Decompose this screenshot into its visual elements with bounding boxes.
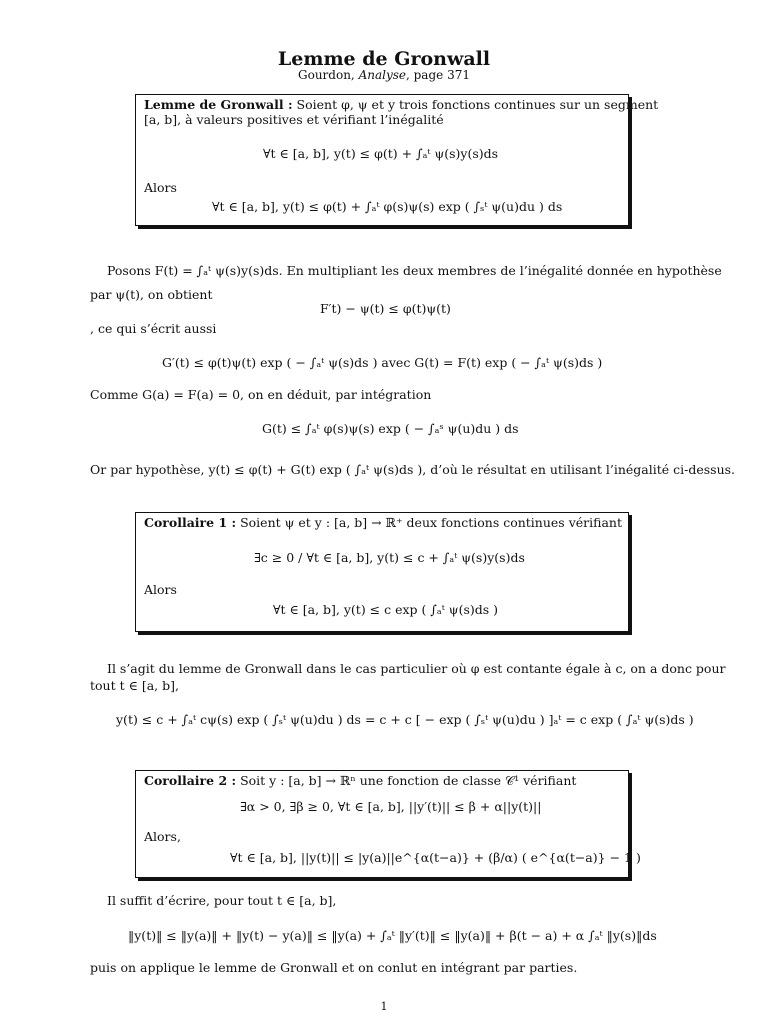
lemma-text-1: Soient φ, ψ et y trois fonctions continues sur un segment xyxy=(296,97,659,112)
subtitle-suffix: , page 371 xyxy=(406,68,470,82)
proof-multiplying: En multipliant les deux membres de l’inégalité donnée en hypothèse xyxy=(286,263,722,278)
proof3-line-1: Il suffit d’écrire, pour tout t ∈ [a, b], xyxy=(107,893,337,908)
proof3-line-2: puis on applique le lemme de Gronwall et on conlut en intégrant par parties. xyxy=(90,960,578,975)
lemma-label: Lemme de Gronwall : xyxy=(144,97,293,112)
subtitle-prefix: Gourdon, xyxy=(298,68,359,82)
proof3-equation: ‖y(t)‖ ≤ ‖y(a)‖ + ‖y(t) − y(a)‖ ≤ ‖y(a) + ∫ₐᵗ ‖y′(t)‖ ≤ ‖y(a)‖ + β(t − a) + α ∫ₐᵗ ‖y(s)‖ds xyxy=(128,928,657,943)
corollary-1-line-1 xyxy=(144,515,622,531)
proof-eq-2: G′(t) ≤ φ(t)ψ(t) exp ( − ∫ₐᵗ ψ(s)ds ) avec G(t) = F(t) exp ( − ∫ₐᵗ ψ(s)ds ) xyxy=(162,355,603,370)
corollary-1-conclusion: ∀t ∈ [a, b], y(t) ≤ c exp ( ∫ₐᵗ ψ(s)ds ) xyxy=(273,602,498,617)
lemma-line-1 xyxy=(144,97,658,113)
page-number: 1 xyxy=(380,1000,388,1013)
corollary-1-alors: Alors xyxy=(144,582,177,597)
corollary-2-hypothesis: ∃α > 0, ∃β ≥ 0, ∀t ∈ [a, b], ||y′(t)|| ≤ β + α||y(t)|| xyxy=(240,799,542,814)
proof-line-2: par ψ(t), on obtient xyxy=(90,287,213,302)
subtitle-book: Analyse xyxy=(358,68,406,82)
lemma-hypothesis: ∀t ∈ [a, b], y(t) ≤ φ(t) + ∫ₐᵗ ψ(s)y(s)ds xyxy=(263,146,499,161)
corollary-1-label: Corollaire 1 : xyxy=(144,515,237,530)
corollary-2-alors: Alors, xyxy=(144,829,181,844)
page-title: Lemme de Gronwall xyxy=(277,48,491,70)
lemma-alors: Alors xyxy=(144,180,177,195)
lemma-conclusion: ∀t ∈ [a, b], y(t) ≤ φ(t) + ∫ₐᵗ φ(s)ψ(s) exp ( ∫ₛᵗ ψ(u)du ) ds xyxy=(212,199,563,214)
proof-eq-3: G(t) ≤ ∫ₐᵗ φ(s)ψ(s) exp ( − ∫ₐˢ ψ(u)du ) ds xyxy=(262,421,519,436)
corollary-1-text: Soient ψ et y : [a, b] → ℝ⁺ deux fonctions continues vérifiant xyxy=(240,515,622,530)
proof-line-4: Comme G(a) = F(a) = 0, on en déduit, par intégration xyxy=(90,387,432,402)
page-subtitle xyxy=(0,68,768,82)
proof-line-1 xyxy=(107,263,722,279)
corollary-2-label: Corollaire 2 : xyxy=(144,773,237,788)
proof2-line-1: Il s’agit du lemme de Gronwall dans le cas particulier où φ est contante égale à c, on a donc pour xyxy=(107,661,726,676)
proof-line-5: Or par hypothèse, y(t) ≤ φ(t) + G(t) exp ( ∫ₐᵗ ψ(s)ds ), d’où le résultat en utilisant l’inégalité ci-dessus. xyxy=(90,462,736,477)
proof2-line-2: tout t ∈ [a, b], xyxy=(90,678,179,693)
proof-line-3: , ce qui s’écrit aussi xyxy=(90,321,217,336)
corollary-2-text: Soit y : [a, b] → ℝⁿ une fonction de classe 𝒞¹ vérifiant xyxy=(240,773,577,788)
proof-eq-1: F′t) − ψ(t) ≤ φ(t)ψ(t) xyxy=(320,301,451,316)
corollary-2-line-1 xyxy=(144,773,576,789)
proof2-equation: y(t) ≤ c + ∫ₐᵗ cψ(s) exp ( ∫ₛᵗ ψ(u)du ) ds = c + c [ − exp ( ∫ₛᵗ ψ(u)du ) ]ₐᵗ = c exp ( ∫ₐᵗ ψ(s)ds ) xyxy=(116,712,694,727)
proof-posons: Posons F(t) = ∫ₐᵗ ψ(s)y(s)ds. xyxy=(107,263,283,278)
corollary-1-hypothesis: ∃c ≥ 0 / ∀t ∈ [a, b], y(t) ≤ c + ∫ₐᵗ ψ(s)y(s)ds xyxy=(254,550,525,565)
corollary-2-conclusion: ∀t ∈ [a, b], ||y(t)|| ≤ |y(a)||e^{α(t−a)} + (β/α) ( e^{α(t−a)} − 1 ) xyxy=(230,850,641,865)
lemma-line-2: [a, b], à valeurs positives et vérifiant l’inégalité xyxy=(144,112,444,127)
